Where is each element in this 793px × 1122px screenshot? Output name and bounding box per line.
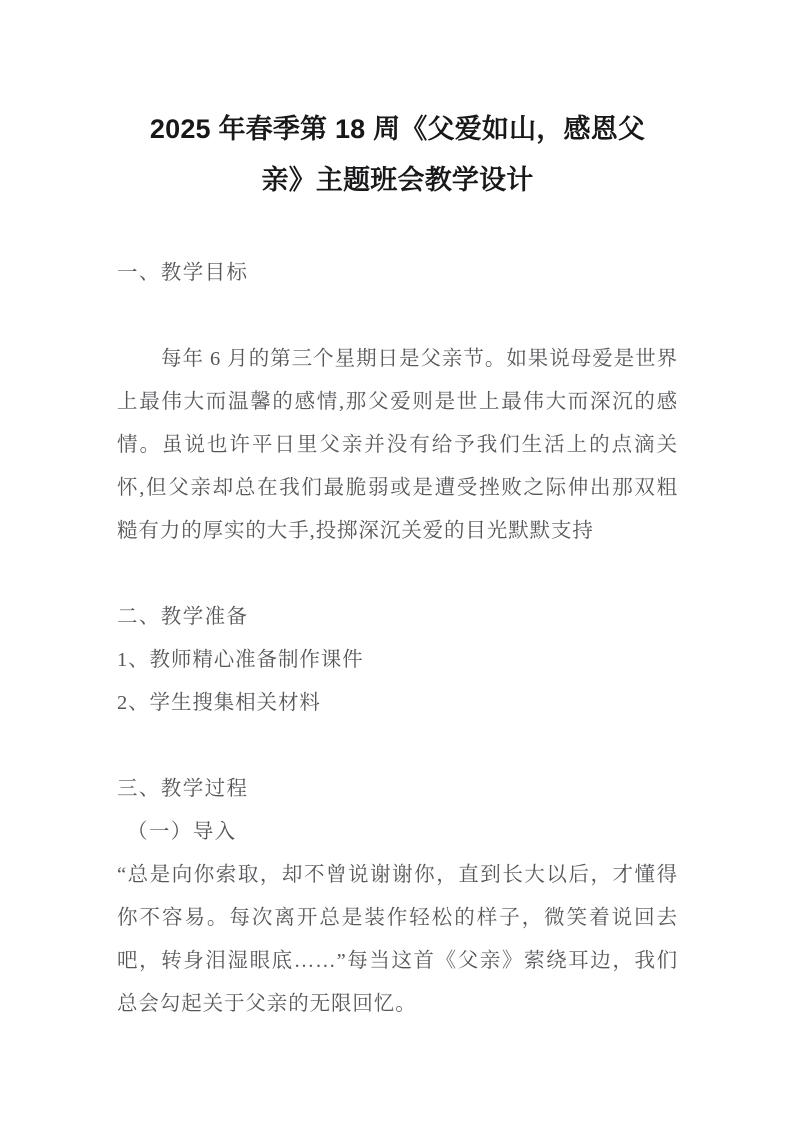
- document-body: [117, 104, 678, 1026]
- section-heading-teaching-goals: 一、教学目标: [117, 262, 249, 284]
- page-title-line-1: 2025 年春季第 18 周《父爱如山，感恩父: [149, 114, 646, 144]
- section-paragraph-teaching-goals: 每年 6 月的第三个星期日是父亲节。如果说母爱是世界上最伟大而温馨的感情,那父爱则是世上最伟大而深沉的感情。虽说也许平日里父亲并没有给予我们生活上的点滴关怀,但父亲却总在我们最脆弱或是遭受挫败之际伸出那双粗糙有力的厚实的大手,投掷深沉关爱的目光默默支持: [117, 348, 678, 542]
- page-title-line-2: 亲》主题班会教学设计: [261, 165, 534, 195]
- blank-line: [117, 295, 678, 338]
- list-item: 1、教师精心准备制作课件: [117, 649, 364, 671]
- page-title: [117, 104, 678, 206]
- title-spacer: [117, 206, 678, 252]
- blank-line: [117, 725, 678, 768]
- section-heading-teaching-process: 三、教学过程: [117, 778, 249, 800]
- list-item: 2、学生搜集相关材料: [117, 692, 321, 714]
- section-heading-teaching-preparation: 二、教学准备: [117, 606, 249, 628]
- blank-line: [117, 553, 678, 596]
- section-paragraph-introduction: “总是向你索取，却不曾说谢谢你，直到长大以后，才懂得你不容易。每次离开总是装作轻松的样子，微笑着说回去吧，转身泪湿眼底……”每当这首《父亲》萦绕耳边，我们总会勾起关于父亲的无限回忆。: [117, 864, 678, 1015]
- subsection-heading-introduction: （一）导入: [127, 821, 237, 843]
